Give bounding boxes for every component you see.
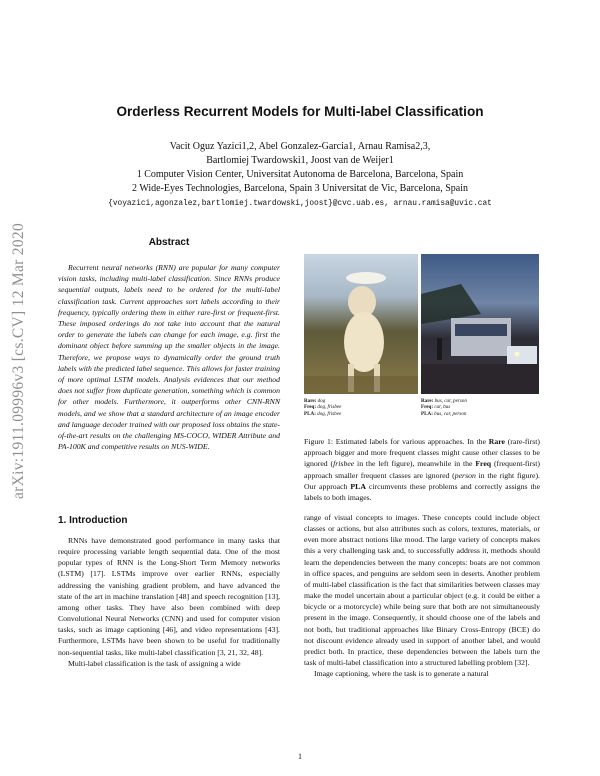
author-emails: {voyazici,agonzalez,bartlomiej.twardowski,joost}@cvc.uab.es, arnau.ramisa@uvic.cat: [108, 200, 492, 208]
abstract-heading: Abstract: [148, 237, 190, 248]
abstract-text: Recurrent neural networks (RNN) are popular for many computer vision tasks, including multi-label classification. Since RNNs produce sequential outputs, labels need to be ordered for the multi-label classification task. Current approaches sort labels according to their frequency, typically ordering them in either rare-first or frequent-first. These imposed orderings do not take into account that the natural order to generate the labels can change for each image, e.g. first the dominant object before summing up the smaller objects in the image. Therefore, we propose ways to dynamically order the ground truth labels with the predicted label sequence. This allows for faster training of more optimal LSTM models. Analysis evidences that our method does not suffer from duplicate generation, something which is common for other models. Furthermore, it outperforms other CNN-RNN models, and we show that a standard architecture of an image encoder and language decoder trained with our proposed loss obtains the state-of-the-art results on the challenging MS-COCO, WIDER Attribute and PA-100K and competitive results on NUS-WIDE.: [58, 263, 280, 452]
label-pla-right: PLA: bus, car, person: [421, 410, 467, 417]
right-paragraph-2: Image captioning, where the task is to generate a natural: [314, 669, 489, 679]
dog-frisbee-illustration: [304, 254, 418, 394]
paper-title: Orderless Recurrent Models for Multi-label Classification: [116, 104, 484, 119]
authors-line-2: Bartlomiej Twardowski1, Joost van de Weijer1: [206, 155, 394, 166]
right-paragraph-1: range of visual concepts to images. These concepts could include object classes or actions, but also attributes such as colors, textures, materials, or even more abstract notions like mood. The large variety of concepts makes this a very challenging task and, to successfully address it, methods should learn the dependencies between the many concepts: boats are not common in office spaces, and penguins are seldom seen in deserts. Another problem of multi-label classification is the fact that similarities between classes may make the model uncertain about a particular object (e.g. it could be either a bicycle or a motorcycle) while being sure that both are not simultaneously present in the image. Consequently, it should choose one of the labels and not both, but traditional approaches like Binary Cross-Entropy (BCE) do not discount evidence already used in support of another label, and would predict both. In practice, these dependencies between the labels turn the task of multi-label classification into a structured labelling problem [32].: [304, 513, 540, 668]
label-pla-left: PLA: dog, frisbee: [304, 410, 342, 417]
figure-image-dog-frisbee: [304, 254, 418, 394]
affiliation-1: 1 Computer Vision Center, Universitat Autonoma de Barcelona, Barcelona, Spain: [136, 169, 464, 180]
left-column-body: [58, 535, 280, 669]
arxiv-identifier: arXiv:1911.09996v3 [cs.CV] 12 Mar 2020: [10, 222, 27, 499]
authors-line-1: Vacit Oguz Yazici1,2, Abel Gonzalez-Garcia1, Arnau Ramisa2,3,: [169, 141, 431, 152]
intro-paragraph-2: Multi-label classification is the task of assigning a wide: [68, 658, 241, 668]
intro-paragraph-1: RNNs have demonstrated good performance in many tasks that require processing variable length sequential data. One of the most popular types of RNN is the Long-Short Term Memory networks (LSTM) [17]. LSTMs improve over earlier RNNs, especially addressing the vanishing gradient problem, and have advanced the state of the art in machine translation [48] and speech recognition [13], among other tasks. They have also been combined with deep Convolutional Neural Networks (CNN) and used for computer vision tasks, such as image captioning [46], and video representations [43]. Furthermore, LSTMs have been shown to be useful for traditionally non-sequential tasks, like multi-label classification [3, 21, 32, 48].: [58, 536, 280, 657]
label-rare-left: Rare: dog: [304, 398, 326, 404]
label-rare-right: Rare: bus, car, person: [421, 398, 467, 404]
page-number: 1: [298, 752, 302, 761]
figure-left-labels: [304, 398, 418, 417]
label-freq-right: Freq: car, bus: [421, 404, 451, 411]
affiliation-2: 2 Wide-Eyes Technologies, Barcelona, Spain 3 Universitat de Vic, Barcelona, Spain: [132, 183, 468, 194]
bus-street-illustration: [421, 254, 539, 394]
right-column-body: [304, 512, 540, 679]
label-freq-left: Freq: dog, frisbee: [304, 404, 342, 411]
figure-1-caption: Figure 1: Estimated labels for various approaches. In the Rare (rare-first) approach bigger and more frequent classes might cause other classes to be ignored (frisbee in the left figure), meanwhile in the Freq (frequent-first) approach smaller frequent classes are ignored (person in the right figure). Our approach PLA circumvents these problems and correctly assigns the labels to both images.: [304, 437, 541, 503]
section-heading-introduction: 1. Introduction: [58, 515, 128, 526]
figure-right-labels: [421, 398, 539, 417]
figure-image-bus-street: [421, 254, 539, 394]
